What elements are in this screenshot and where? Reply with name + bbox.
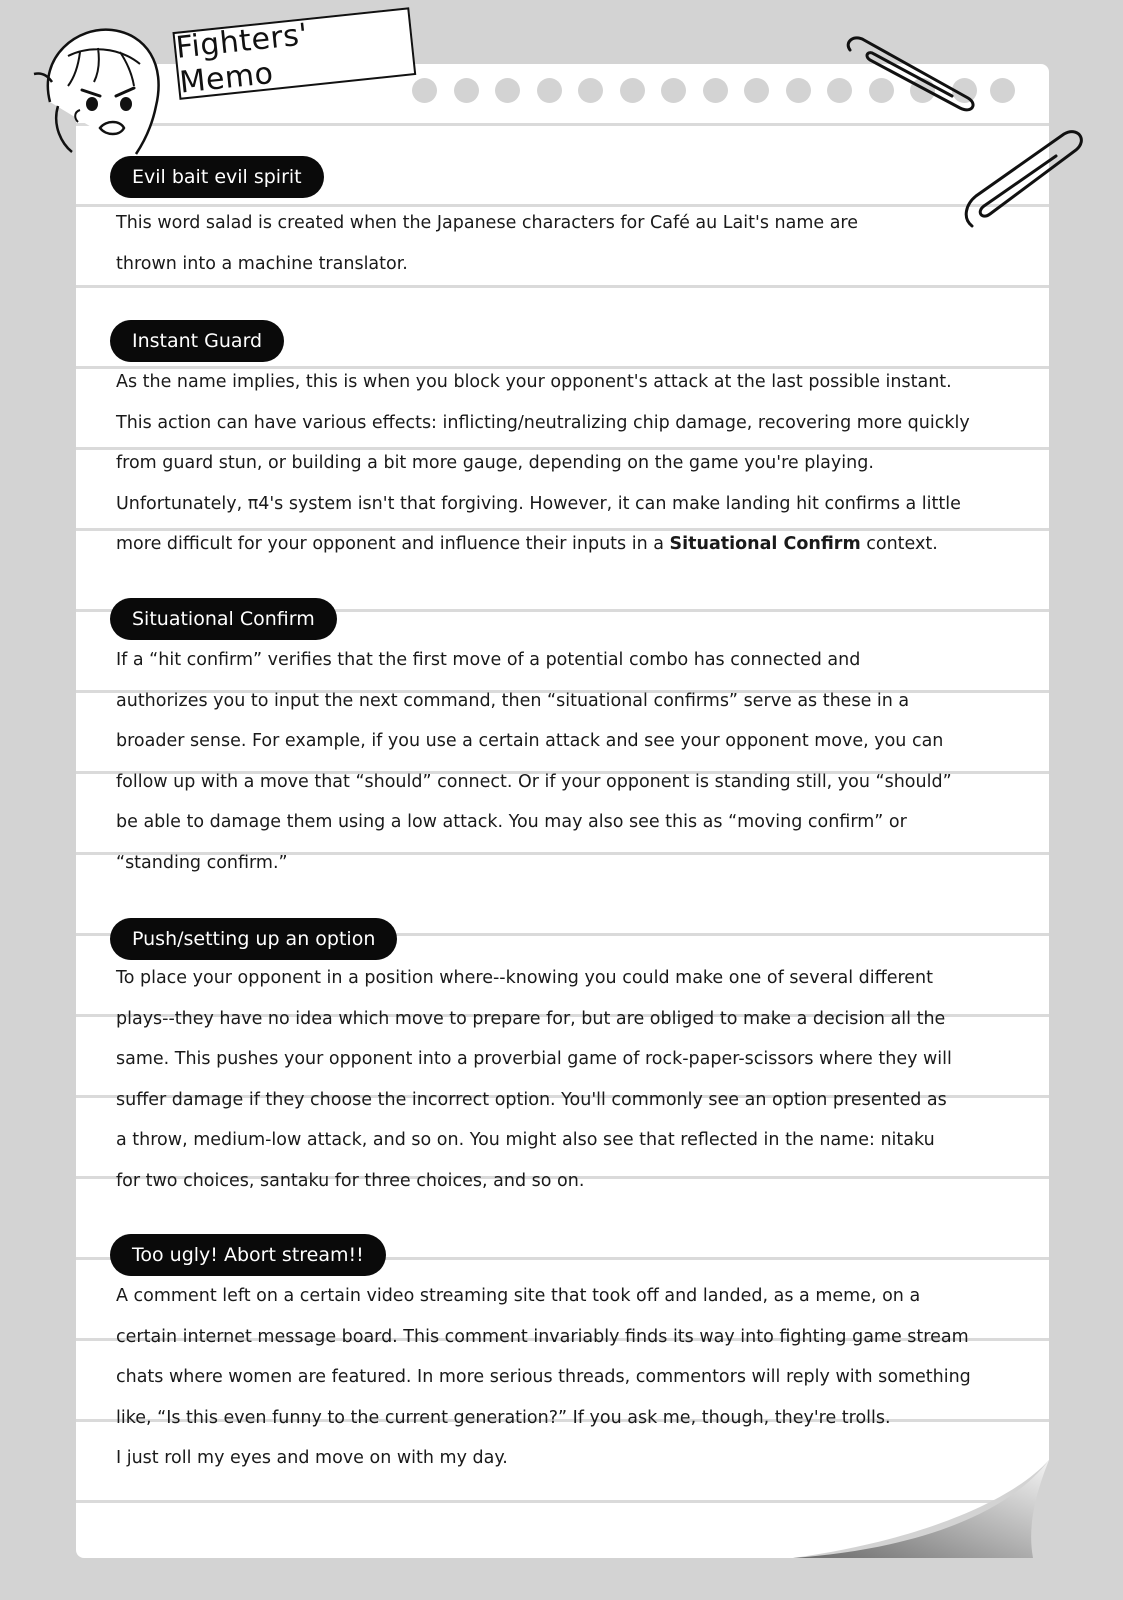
- binder-hole: [744, 78, 769, 103]
- definition-line: chats where women are featured. In more serious threads, commentors will reply with something: [116, 1367, 971, 1387]
- definition-line: As the name implies, this is when you block your opponent's attack at the last possible instant.: [116, 372, 952, 392]
- definition-line: This word salad is created when the Japanese characters for Café au Lait's name are: [116, 213, 858, 233]
- page-title: Fighters' Memo: [174, 17, 310, 101]
- binder-hole: [578, 78, 603, 103]
- term-label-push-option: [110, 918, 397, 960]
- definition-line: authorizes you to input the next command, then “situational confirms” serve as these in a: [116, 690, 910, 711]
- definition-line: This action can have various effects: inflicting/neutralizing chip damage, recovering more quickly: [116, 412, 970, 433]
- term-label-situational-confirm: [110, 598, 337, 640]
- definition-line: like, “Is this even funny to the current generation?” If you ask me, though, they're trolls.: [116, 1407, 891, 1428]
- binder-hole: [661, 78, 686, 103]
- definition-situational-confirm: [116, 640, 1016, 883]
- definition-line: Unfortunately, π4's system isn't that forgiving. However, it can make landing hit confirms a little: [116, 493, 961, 514]
- term-text: Push/setting up an option: [132, 928, 376, 950]
- term-text: Instant Guard: [132, 330, 263, 352]
- binder-hole: [537, 78, 562, 103]
- definition-line: from guard stun, or building a bit more gauge, depending on the game you're playing.: [116, 453, 874, 473]
- term-text: Too ugly! Abort stream!!: [132, 1244, 364, 1266]
- angry-girl-face-icon: [28, 16, 178, 166]
- binder-hole: [620, 78, 645, 103]
- definition-line: I just roll my eyes and move on with my day.: [116, 1448, 508, 1468]
- definition-line: same. This pushes your opponent into a proverbial game of rock-paper-scissors where they will: [116, 1049, 952, 1069]
- term-label-evil-bait: [110, 156, 324, 198]
- definition-line: a throw, medium-low attack, and so on. You might also see that reflected in the name: nitaku: [116, 1130, 935, 1150]
- definition-text: more difficult for your opponent and influence their inputs in a: [116, 534, 670, 554]
- term-label-instant-guard: [110, 320, 284, 362]
- definition-line: be able to damage them using a low attack. You may also see this as “moving confirm” or: [116, 812, 907, 832]
- definition-line: thrown into a machine translator.: [116, 253, 408, 274]
- binder-hole: [495, 78, 520, 103]
- binder-hole: [703, 78, 728, 103]
- definition-line: To place your opponent in a position where--knowing you could make one of several different: [116, 968, 933, 988]
- definition-line: A comment left on a certain video streaming site that took off and landed, as a meme, on a: [116, 1286, 921, 1306]
- definition-line: broader sense. For example, if you use a certain attack and see your opponent move, you can: [116, 731, 944, 751]
- definition-line: for two choices, santaku for three choices, and so on.: [116, 1170, 585, 1191]
- term-text: Situational Confirm: [132, 608, 315, 630]
- definition-line: “standing confirm.”: [116, 852, 288, 873]
- definition-too-ugly: [116, 1276, 1016, 1479]
- definition-instant-guard: [116, 362, 1016, 565]
- paperclip-icon: [840, 32, 980, 112]
- definition-line: plays--they have no idea which move to prepare for, but are obliged to make a decision all the: [116, 1008, 946, 1029]
- binder-hole: [454, 78, 479, 103]
- binder-hole: [990, 78, 1015, 103]
- binder-hole: [786, 78, 811, 103]
- definition-line: If a “hit confirm” verifies that the first move of a potential combo has connected and: [116, 650, 861, 670]
- term-label-too-ugly: [110, 1234, 386, 1276]
- definition-line: suffer damage if they choose the incorrect option. You'll commonly see an option presented as: [116, 1089, 947, 1110]
- definition-line: certain internet message board. This comment invariably finds its way into fighting game stream: [116, 1326, 969, 1347]
- term-text: Evil bait evil spirit: [132, 166, 302, 188]
- binder-hole: [412, 78, 437, 103]
- definition-push-option: [116, 958, 1016, 1201]
- definition-line: [116, 524, 1016, 565]
- definition-text: context.: [860, 534, 938, 554]
- bold-term-reference: Situational Confirm: [669, 534, 861, 554]
- definition-evil-bait: [116, 203, 1016, 284]
- definition-line: follow up with a move that “should” connect. Or if your opponent is standing still, you “should”: [116, 771, 952, 792]
